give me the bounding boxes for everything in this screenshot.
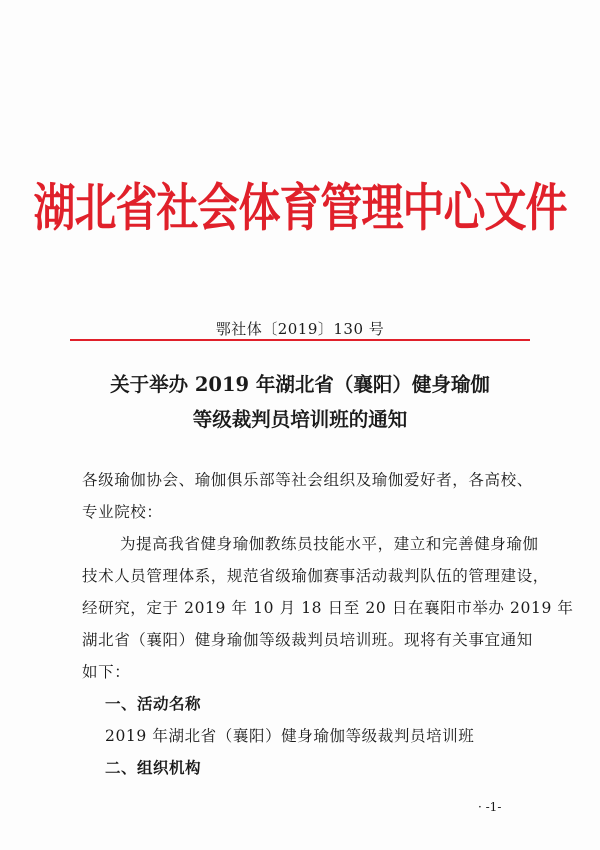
section-1-heading: 一、活动名称 (105, 695, 202, 713)
section-2-heading: 二、组织机构 (105, 759, 202, 777)
addressee-line-2: 专业院校： (82, 503, 163, 521)
page-number: · -1- (478, 800, 502, 814)
paragraph-line-5: 如下： (82, 663, 131, 681)
paragraph-line-3: 经研究，定于 2019 年 10 月 18 日至 20 日在襄阳市举办 2019 年 (82, 599, 574, 617)
paragraph-line-4: 湖北省（襄阳）健身瑜伽等级裁判员培训班。现将有关事宜通知 (82, 631, 533, 649)
notice-title-line-2: 等级裁判员培训班的通知 (192, 408, 408, 431)
addressee-line-1: 各级瑜伽协会、瑜伽俱乐部等社会组织及瑜伽爱好者，各高校、 (82, 471, 533, 489)
notice-title-line-1: 关于举办 2019 年湖北省（襄阳）健身瑜伽 (110, 373, 490, 396)
paragraph-line-1: 为提高我省健身瑜伽教练员技能水平，建立和完善健身瑜伽 (120, 535, 539, 553)
section-1-text: 2019 年湖北省（襄阳）健身瑜伽等级裁判员培训班 (105, 727, 475, 745)
red-letterhead: 湖北省社会体育管理中心文件 (33, 177, 567, 238)
document-number: 鄂社体〔2019〕130 号 (215, 320, 385, 338)
paragraph-line-2: 技术人员管理体系，规范省级瑜伽赛事活动裁判队伍的管理建设， (82, 567, 549, 585)
red-divider-line (70, 339, 530, 341)
